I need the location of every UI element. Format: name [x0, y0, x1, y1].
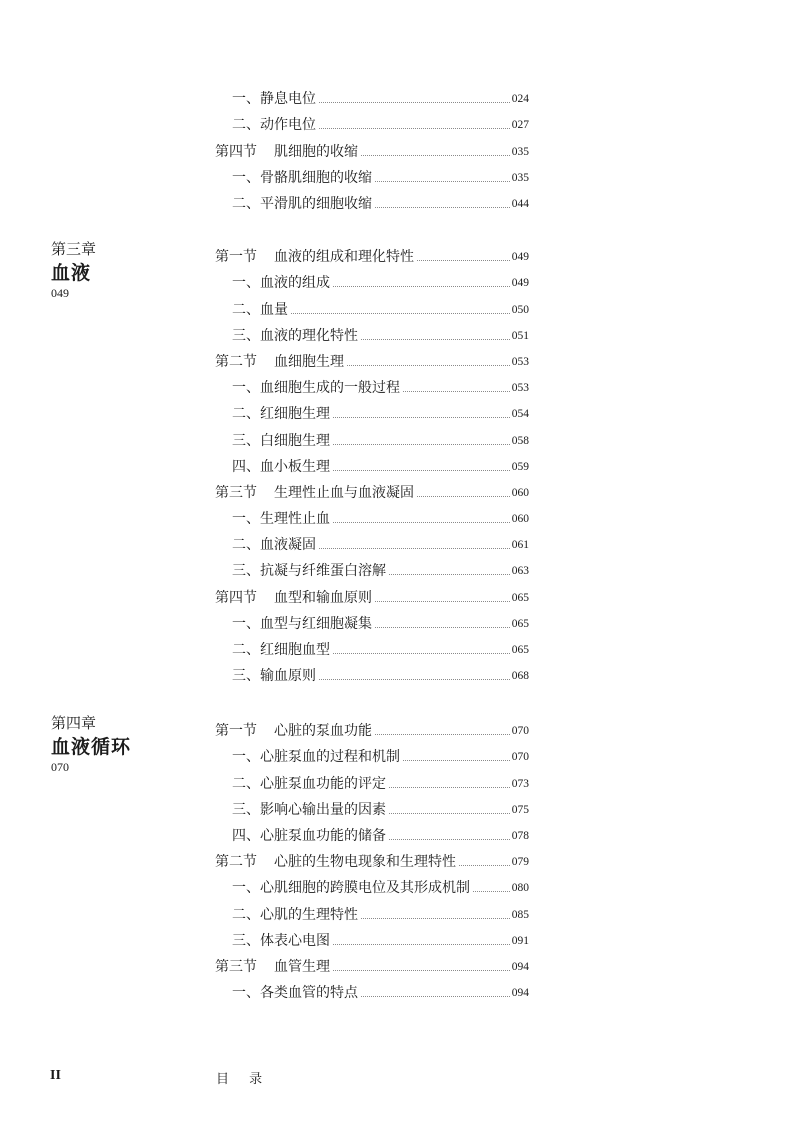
entry-title: 一、血液的组成 [232, 275, 330, 292]
entry-page-number: 049 [511, 251, 529, 264]
dot-leader [333, 969, 510, 971]
toc-subsection-entry[interactable] [215, 319, 529, 345]
entry-title: 三、输血原则 [232, 668, 316, 685]
entry-page-number: 059 [511, 460, 529, 473]
toc-subsection-entry[interactable] [215, 266, 529, 292]
entry-page-number: 053 [511, 382, 529, 395]
dot-leader [389, 812, 510, 814]
dot-leader [333, 943, 510, 945]
chapter-title: 血液循环 [51, 736, 132, 758]
chapter-page-number: 070 [51, 760, 69, 774]
entry-page-number: 065 [511, 591, 529, 604]
entry-title: 二、红细胞生理 [232, 406, 330, 423]
toc-subsection-entry[interactable] [215, 633, 529, 659]
chapter-heading [51, 714, 131, 774]
toc-section-entry[interactable] [215, 240, 529, 266]
dot-leader [375, 626, 510, 628]
entry-page-number: 094 [511, 987, 529, 1000]
dot-leader [417, 259, 510, 261]
section-label: 第二节 [215, 353, 257, 370]
entry-page-number: 085 [511, 908, 529, 921]
dot-leader [375, 733, 510, 735]
toc-subsection-entry[interactable] [215, 502, 529, 528]
footer-label: 目 录 [216, 1072, 271, 1087]
toc-subsection-entry[interactable] [215, 82, 529, 108]
dot-leader [389, 573, 510, 575]
entry-page-number: 035 [511, 145, 529, 158]
entry-title: 血管生理 [274, 958, 330, 975]
dot-leader [347, 364, 510, 366]
entry-title: 二、心肌的生理特性 [232, 906, 358, 923]
toc-subsection-entry[interactable] [215, 371, 529, 397]
entry-page-number: 075 [511, 803, 529, 816]
toc-subsection-entry[interactable] [215, 423, 529, 449]
dot-leader [361, 338, 510, 340]
entry-page-number: 073 [511, 777, 529, 790]
section-label: 第三节 [215, 484, 257, 501]
dot-leader [333, 521, 510, 523]
entry-page-number: 035 [511, 171, 529, 184]
entry-title: 心脏的生物电现象和生理特性 [274, 854, 456, 871]
entry-title: 三、体表心电图 [232, 932, 330, 949]
entry-page-number: 065 [511, 617, 529, 630]
toc-subsection-entry[interactable] [215, 108, 529, 134]
entry-title: 三、血液的理化特性 [232, 327, 358, 344]
toc-subsection-entry[interactable] [215, 740, 529, 766]
toc-subsection-entry[interactable] [215, 766, 529, 792]
toc-entry-list [215, 714, 529, 1002]
toc-subsection-entry[interactable] [215, 897, 529, 923]
entry-page-number: 054 [511, 408, 529, 421]
entry-title: 一、心脏泵血的过程和机制 [232, 749, 400, 766]
toc-subsection-entry[interactable] [215, 607, 529, 633]
toc-subsection-entry[interactable] [215, 871, 529, 897]
section-label: 第四节 [215, 143, 257, 160]
entry-title: 血液的组成和理化特性 [274, 249, 414, 266]
dot-leader [319, 101, 510, 103]
entry-page-number: 060 [511, 513, 529, 526]
section-label: 第一节 [215, 249, 257, 266]
toc-section-entry[interactable] [215, 134, 529, 160]
entry-page-number: 053 [511, 355, 529, 368]
entry-page-number: 061 [511, 539, 529, 552]
entry-page-number: 065 [511, 644, 529, 656]
entry-page-number: 079 [511, 856, 529, 869]
entry-title: 血型和输血原则 [274, 589, 372, 606]
toc-subsection-entry[interactable] [215, 528, 529, 554]
toc-subsection-entry[interactable] [215, 292, 529, 318]
dot-leader [375, 206, 510, 208]
entry-title: 四、血小板生理 [232, 458, 330, 475]
entry-title: 二、心脏泵血功能的评定 [232, 775, 386, 792]
entry-title: 二、血液凝固 [232, 537, 316, 554]
entry-title: 一、静息电位 [232, 91, 316, 108]
entry-page-number: 070 [511, 725, 529, 738]
entry-title: 二、动作电位 [232, 117, 316, 134]
entry-title: 血细胞生理 [274, 353, 344, 370]
dot-leader [319, 127, 510, 129]
dot-leader [319, 547, 510, 549]
entry-title: 三、白细胞生理 [232, 432, 330, 449]
dot-leader [403, 759, 510, 761]
section-label: 第四节 [215, 589, 257, 606]
toc-section-entry[interactable] [215, 345, 529, 371]
entry-title: 一、心肌细胞的跨膜电位及其形成机制 [232, 880, 470, 897]
entry-page-number: 050 [511, 303, 529, 316]
entry-page-number: 049 [511, 277, 529, 290]
dot-leader [389, 838, 510, 840]
chapter-page-number: 049 [51, 286, 69, 300]
toc-section-entry[interactable] [215, 476, 529, 502]
entry-page-number: 051 [511, 329, 529, 342]
toc-subsection-entry[interactable] [215, 819, 529, 845]
toc-section-entry[interactable] [215, 950, 529, 976]
toc-subsection-entry[interactable] [215, 793, 529, 819]
entry-page-number: 058 [511, 434, 529, 447]
toc-section-entry[interactable] [215, 845, 529, 871]
entry-title: 二、平滑肌的细胞收缩 [232, 195, 372, 212]
entry-page-number: 063 [511, 565, 529, 578]
dot-leader [333, 652, 510, 654]
footer-page-number: II [50, 1068, 61, 1083]
dot-leader [417, 495, 510, 497]
entry-page-number: 027 [511, 119, 529, 132]
toc-subsection-entry[interactable] [215, 924, 529, 950]
toc-section-entry[interactable] [215, 580, 529, 606]
entry-title: 二、红细胞血型 [232, 642, 330, 658]
chapter-number: 第四章 [51, 714, 97, 732]
entry-title: 二、血量 [232, 301, 288, 318]
toc-subsection-entry[interactable] [215, 450, 529, 476]
toc-subsection-entry[interactable] [215, 161, 529, 187]
entry-page-number: 080 [511, 882, 529, 895]
dot-leader [291, 312, 510, 314]
dot-leader [333, 416, 510, 418]
section-label: 第三节 [215, 958, 257, 975]
entry-title: 一、血细胞生成的一般过程 [232, 380, 400, 397]
section-label: 第二节 [215, 854, 257, 871]
entry-title: 一、骨骼肌细胞的收缩 [232, 169, 372, 186]
dot-leader [361, 154, 510, 156]
toc-entry-list [215, 240, 529, 685]
entry-page-number: 068 [511, 670, 529, 683]
entry-title: 肌细胞的收缩 [274, 143, 358, 160]
dot-leader [333, 443, 510, 445]
chapter-heading [51, 240, 96, 300]
dot-leader [375, 600, 510, 602]
dot-leader [361, 917, 510, 919]
dot-leader [333, 469, 510, 471]
dot-leader [473, 890, 510, 892]
dot-leader [333, 285, 510, 287]
entry-title: 一、血型与红细胞凝集 [232, 615, 372, 632]
entry-title: 四、心脏泵血功能的储备 [232, 827, 386, 844]
entry-title: 一、生理性止血 [232, 511, 330, 528]
entry-page-number: 070 [511, 751, 529, 764]
dot-leader [319, 678, 510, 680]
entry-title: 三、影响心输出量的因素 [232, 801, 386, 818]
dot-leader [361, 995, 510, 997]
toc-subsection-entry[interactable] [215, 554, 529, 580]
toc-subsection-entry[interactable] [215, 397, 529, 423]
entry-title: 心脏的泵血功能 [274, 723, 372, 740]
entry-page-number: 094 [511, 960, 529, 973]
section-label: 第一节 [215, 723, 257, 740]
entry-page-number: 044 [511, 197, 529, 210]
dot-leader [459, 864, 510, 866]
chapter-number: 第三章 [51, 240, 97, 258]
entry-title: 三、抗凝与纤维蛋白溶解 [232, 563, 386, 580]
dot-leader [375, 180, 510, 182]
chapter-title: 血液 [51, 262, 92, 284]
entry-page-number: 091 [511, 934, 529, 947]
entry-title: 生理性止血与血液凝固 [274, 484, 414, 501]
entry-page-number: 078 [511, 829, 529, 842]
toc-subsection-entry[interactable] [215, 659, 529, 685]
toc-entry-list [215, 82, 529, 213]
dot-leader [403, 390, 510, 392]
toc-subsection-entry[interactable] [215, 187, 529, 213]
entry-page-number: 060 [511, 486, 529, 499]
toc-section-entry[interactable] [215, 714, 529, 740]
toc-subsection-entry[interactable] [215, 976, 529, 1002]
entry-page-number: 024 [511, 93, 529, 106]
dot-leader [389, 786, 510, 788]
entry-title: 一、各类血管的特点 [232, 985, 358, 1002]
